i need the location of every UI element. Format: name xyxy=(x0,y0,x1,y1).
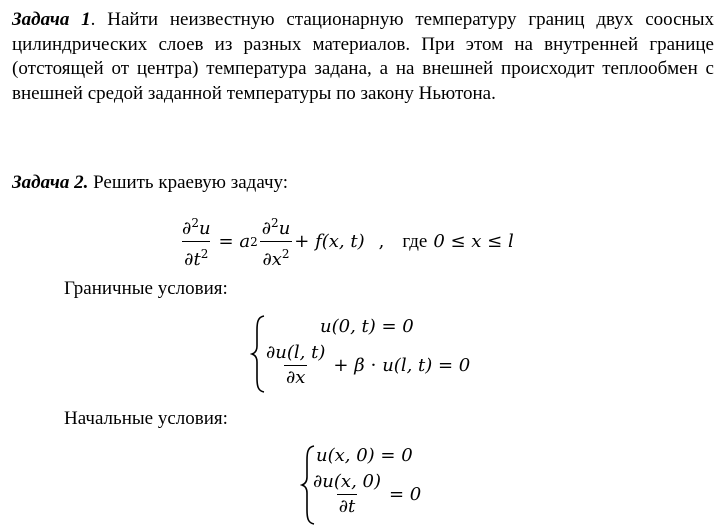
initial-line2: $\frac{\partial u(x, 0)}{\partial t}$ = 0 xyxy=(313,471,422,517)
task1-text: . Найти неизвестную стационарную температуру границ двух соосных цилиндрических слоев из разных материалов. При этом на внутренней границе (отстоящей от центра) температура задана, а на внешней происходит теплообмен с внешней средой заданной температуры по закону Ньютона. xyxy=(12,9,714,104)
task2-label: Задача 2. xyxy=(12,172,89,193)
boundary-line1: u(0, t) = 0 xyxy=(320,316,414,337)
task2-heading xyxy=(12,172,288,194)
initial-line1: u(x, 0) = 0 xyxy=(316,445,413,466)
domain: 0 ≤ x ≤ l xyxy=(433,231,514,252)
boundary-label: Граничные условия: xyxy=(64,278,228,299)
equals-a: = a xyxy=(218,231,251,252)
initial-label: Начальные условия: xyxy=(64,408,228,429)
task1-label: Задача 1 xyxy=(12,9,91,30)
task1-paragraph xyxy=(12,8,714,106)
where-word: где xyxy=(402,230,428,252)
comma: , xyxy=(378,231,385,252)
boundary-line2: $\frac{\partial u(l, t)}{\partial x}$ + β ⋅ u(l, t) = 0 xyxy=(266,342,471,388)
source-term: + f(x, t) xyxy=(294,231,365,252)
lhs-fraction: $\frac{\partial^2u}{\partial t^2}$ xyxy=(182,216,211,270)
task2-text: Решить краевую задачу: xyxy=(88,172,289,193)
main-equation: $\frac{\partial^2u}{\partial t^2}$ = a 2 $\frac{\partial^2u}{\partial x^2}$ + f(x, t) , где 0 ≤ x ≤ l xyxy=(178,212,514,271)
rhs-fraction: $\frac{\partial^2u}{\partial x^2}$ xyxy=(261,216,291,270)
